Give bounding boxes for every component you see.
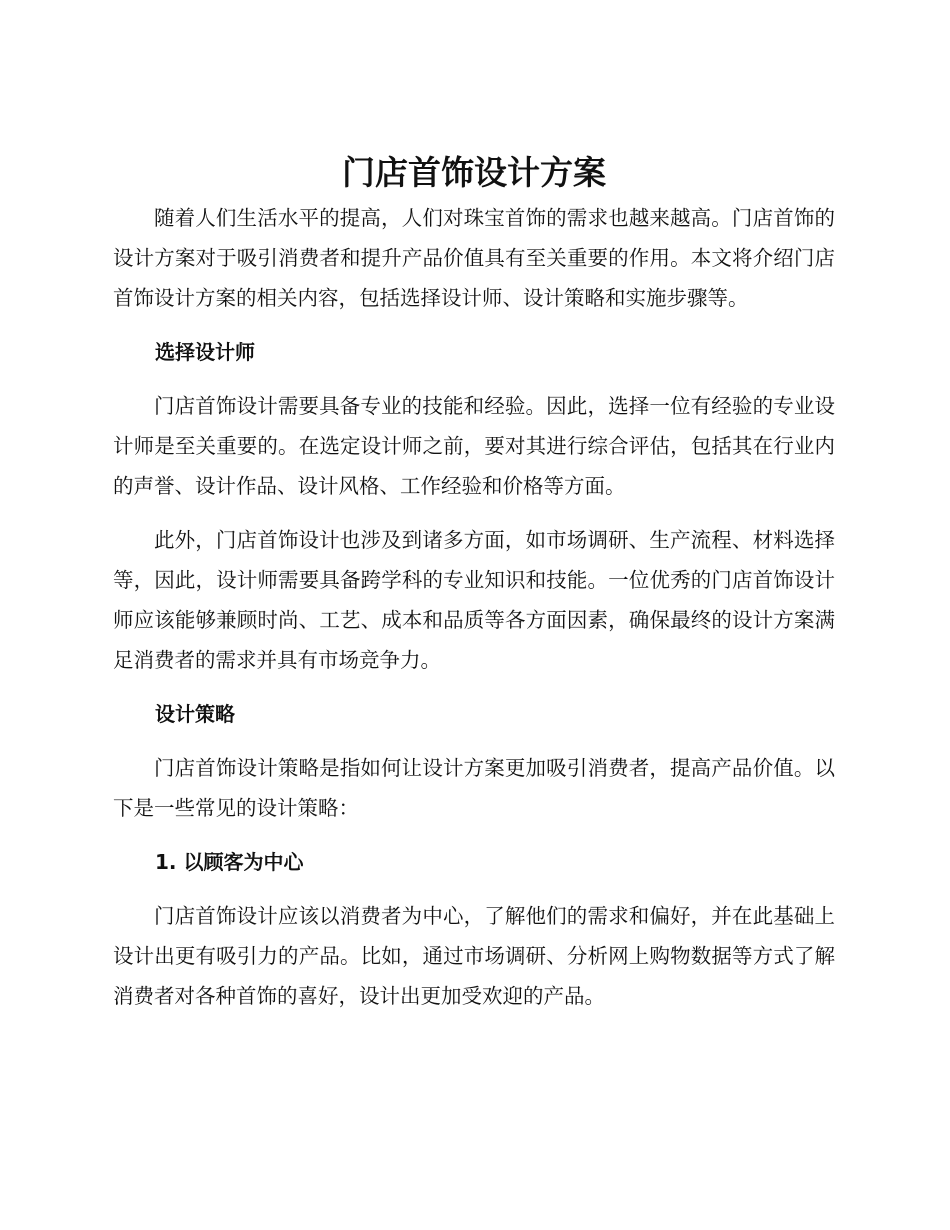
spacer <box>113 734 835 748</box>
section2-paragraph-1: 门店首饰设计策略是指如何让设计方案更加吸引消费者，提高产品价值。以下是一些常见的设计策略： <box>113 756 835 820</box>
subsection-heading-customer-centric: 1. 以顾客为中心 <box>155 850 304 874</box>
document-title: 门店首饰设计方案 <box>342 153 606 192</box>
spacer <box>113 680 835 694</box>
spacer <box>113 372 835 386</box>
spacer <box>113 506 835 520</box>
subsection1-paragraph-1: 门店首饰设计应该以消费者为中心，了解他们的需求和偏好，并在此基础上设计出更有吸引力的产品。比如，通过市场调研、分析网上购物数据等方式了解消费者对各种首饰的喜好，设计出更加受欢迎的产品。 <box>113 904 835 1008</box>
section1-paragraph-1: 门店首饰设计需要具备专业的技能和经验。因此，选择一位有经验的专业设计师是至关重要的。在选定设计师之前，要对其进行综合评估，包括其在行业内的声誉、设计作品、设计风格、工作经验和价格等方面。 <box>113 394 835 498</box>
intro-paragraph: 随着人们生活水平的提高，人们对珠宝首饰的需求也越来越高。门店首饰的设计方案对于吸引消费者和提升产品价值具有至关重要的作用。本文将介绍门店首饰设计方案的相关内容，包括选择设计师、设计策略和实施步骤等。 <box>113 206 835 310</box>
spacer <box>113 318 835 332</box>
spacer <box>113 882 835 896</box>
section1-paragraph-2: 此外，门店首饰设计也涉及到诸多方面，如市场调研、生产流程、材料选择等，因此，设计师需要具备跨学科的专业知识和技能。一位优秀的门店首饰设计师应该能够兼顾时尚、工艺、成本和品质等各方面因素，确保最终的设计方案满足消费者的需求并具有市场竞争力。 <box>113 528 835 672</box>
document-page <box>113 148 835 1016</box>
section-heading-design-strategy: 设计策略 <box>155 702 235 726</box>
spacer <box>113 828 835 842</box>
section-heading-select-designer: 选择设计师 <box>155 340 255 364</box>
